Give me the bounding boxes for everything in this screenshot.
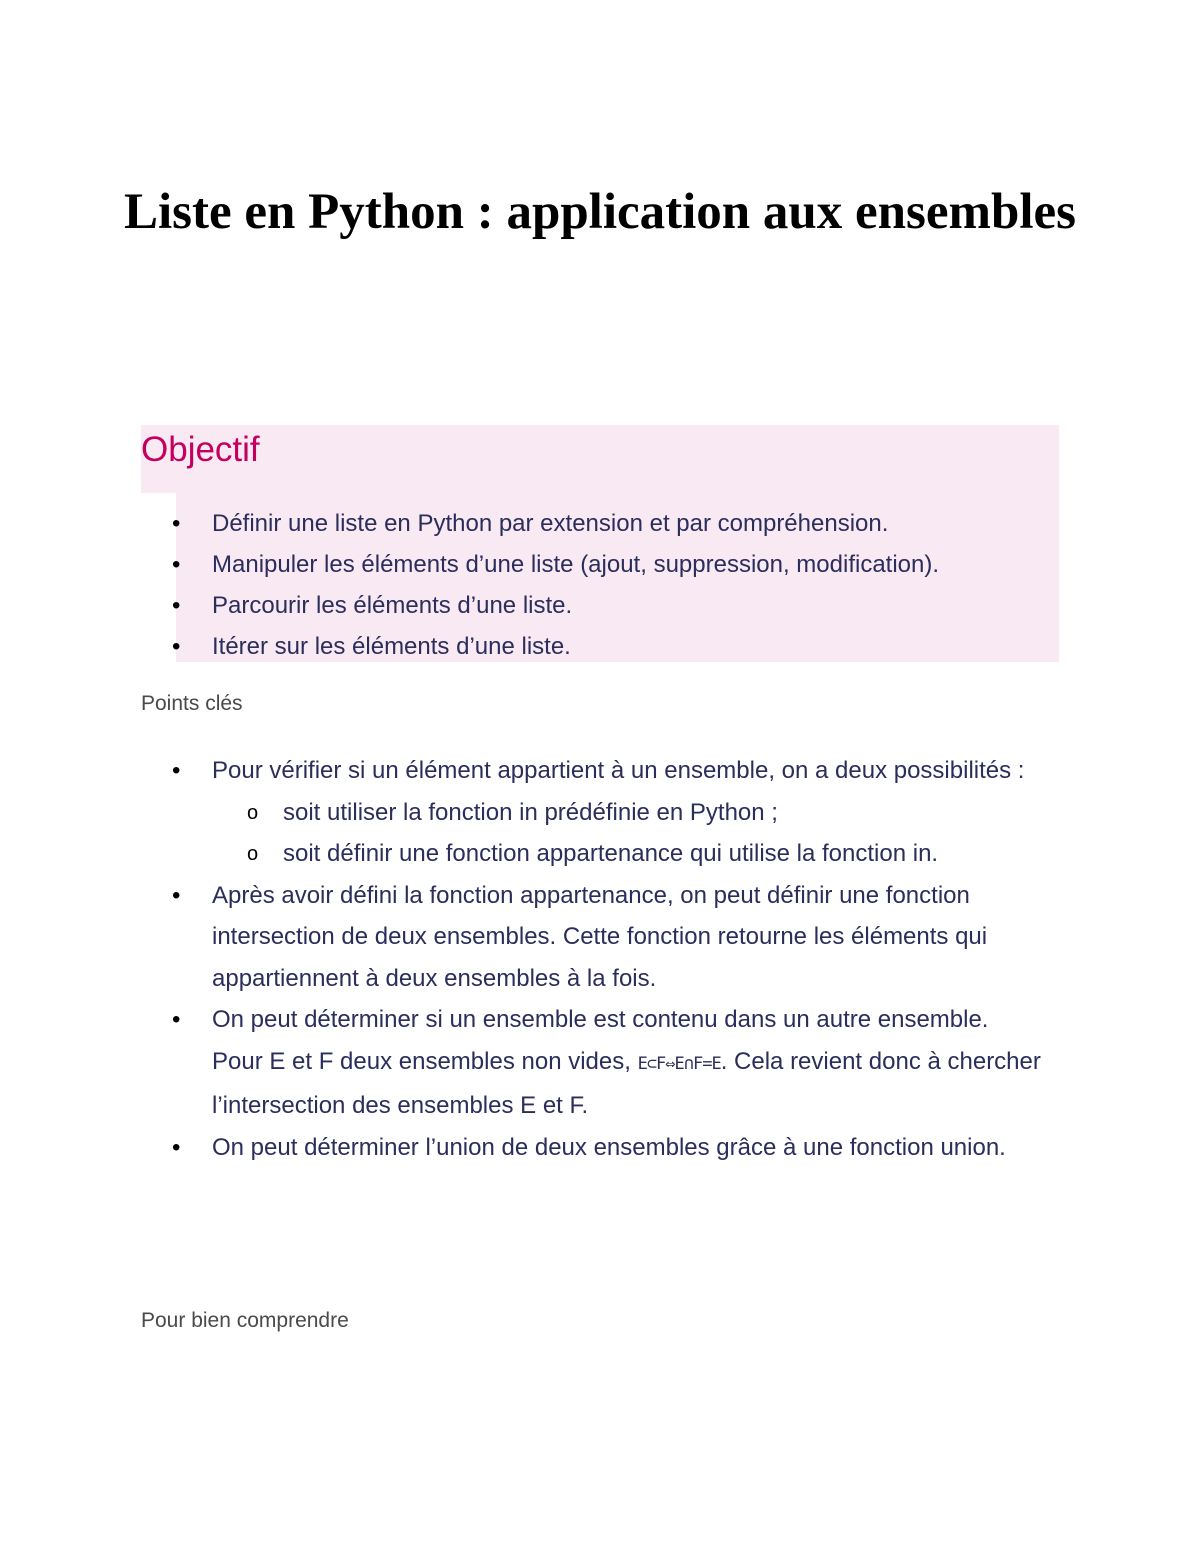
list-item: • On peut déterminer l’union de deux ensembles grâce à une fonction union. bbox=[0, 1127, 1200, 1169]
sub-list-item: o soit définir une fonction appartenance qui utilise la fonction in. bbox=[212, 833, 1060, 875]
list-item: • Après avoir défini la fonction appartenance, on peut définir une fonction intersection de deux ensembles. Cette fonction retourne les éléments qui appartiennent à deux ensembles à la fois. bbox=[0, 875, 1200, 1000]
list-item: • Manipuler les éléments d’une liste (ajout, suppression, modification). bbox=[0, 544, 1200, 585]
list-item-text: Pour E et F deux ensembles non vides, bbox=[212, 1047, 638, 1075]
set-inclusion-formula: E⊂F⇔E∩F=E bbox=[637, 1053, 721, 1074]
pour-bien-comprendre-heading: Pour bien comprendre bbox=[141, 1309, 349, 1332]
sub-list bbox=[212, 792, 1060, 875]
objectif-heading: Objectif bbox=[141, 430, 260, 469]
objectif-list bbox=[0, 503, 1200, 667]
list-item-text: Pour vérifier si un élément appartient à un ensemble, on a deux possibilités : bbox=[212, 757, 1025, 784]
list-item: • Itérer sur les éléments d’une liste. bbox=[0, 626, 1200, 667]
points-cles-list bbox=[0, 750, 1200, 1168]
points-cles-heading: Points clés bbox=[141, 692, 243, 715]
list-item-text: . Cela revient donc à chercher l’intersection des ensembles E et F. bbox=[212, 1047, 1041, 1119]
list-item bbox=[0, 750, 1200, 875]
list-item bbox=[0, 999, 1200, 1127]
list-item-text: On peut déterminer si un ensemble est contenu dans un autre ensemble. bbox=[212, 1006, 989, 1033]
list-item: • Parcourir les éléments d’une liste. bbox=[0, 585, 1200, 626]
sub-list-item: o soit utiliser la fonction in prédéfinie en Python ; bbox=[212, 792, 1060, 834]
page-title: Liste en Python : application aux ensembles bbox=[123, 184, 1077, 240]
list-item: • Définir une liste en Python par extension et par compréhension. bbox=[0, 503, 1200, 544]
